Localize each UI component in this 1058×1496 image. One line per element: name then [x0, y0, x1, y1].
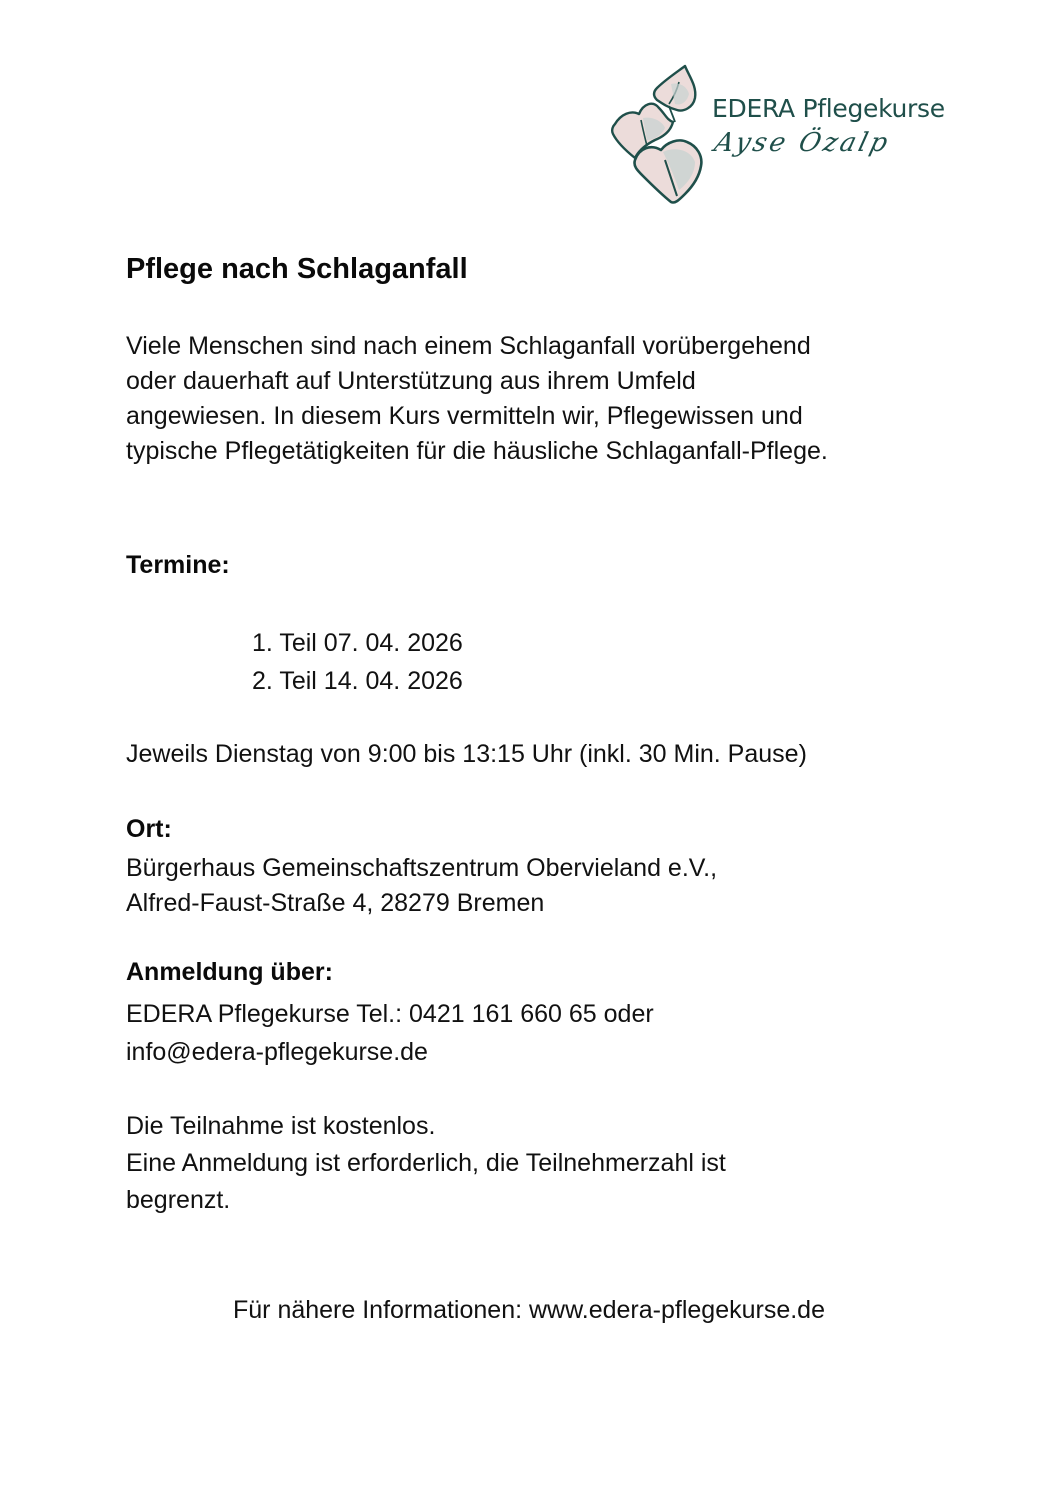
intro-line: Viele Menschen sind nach einem Schlaganfall vorübergehend: [126, 332, 811, 360]
logo-brand-name: EDERA Pflegekurse: [712, 94, 945, 123]
registration-contact: [126, 995, 654, 1071]
notes-paragraph: [126, 1108, 846, 1219]
ort-heading: Ort:: [126, 815, 172, 843]
note-line: begrenzt.: [126, 1186, 231, 1214]
termine-heading: Termine:: [126, 551, 230, 579]
intro-line: typische Pflegetätigkeiten für die häusliche Schlaganfall-Pflege.: [126, 437, 828, 465]
footer-info: [0, 1296, 1058, 1325]
dates-list: [252, 624, 463, 700]
address-line: Alfred-Faust-Straße 4, 28279 Bremen: [126, 889, 545, 917]
date-item: 1. Teil 07. 04. 2026: [252, 629, 463, 657]
intro-line: angewiesen. In diesem Kurs vermitteln wir, Pflegewissen und: [126, 402, 803, 430]
anmeldung-heading: Anmeldung über:: [126, 958, 333, 986]
page-title: Pflege nach Schlaganfall: [126, 253, 468, 285]
note-line: Eine Anmeldung ist erforderlich, die Teilnehmerzahl ist: [126, 1149, 726, 1177]
footer-text: Für nähere Informationen: www.edera-pflegekurse.de: [233, 1296, 825, 1324]
intro-paragraph: [126, 329, 946, 469]
times-text: Jeweils Dienstag von 9:00 bis 13:15 Uhr (inkl. 30 Min. Pause): [126, 740, 807, 768]
address-line: Bürgerhaus Gemeinschaftszentrum Obervieland e.V.,: [126, 854, 718, 882]
logo-signature: Ayse Özalp: [711, 128, 894, 158]
ivy-leaves-icon: [605, 60, 715, 205]
intro-line: oder dauerhaft auf Unterstützung aus ihrem Umfeld: [126, 367, 696, 395]
date-item: 2. Teil 14. 04. 2026: [252, 667, 463, 695]
logo: [605, 60, 945, 205]
contact-phone-line: EDERA Pflegekurse Tel.: 0421 161 660 65 oder: [126, 1000, 654, 1028]
location-address: [126, 851, 717, 921]
contact-email: info@edera-pflegekurse.de: [126, 1038, 428, 1066]
note-line: Die Teilnahme ist kostenlos.: [126, 1112, 436, 1140]
